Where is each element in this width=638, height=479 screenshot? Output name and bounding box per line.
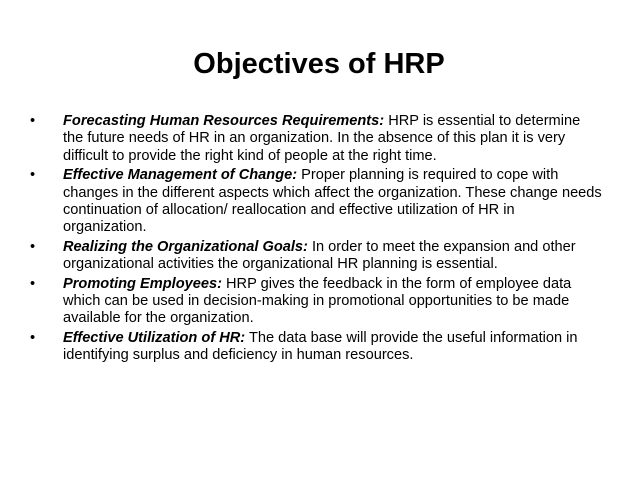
bullet-item-organizational-goals: [30, 239, 602, 274]
bullet-term: Effective Utilization of HR:: [63, 329, 246, 346]
bullet-term: Promoting Employees:: [63, 275, 222, 292]
bullet-glyph: •: [30, 329, 36, 346]
bullet-item-hr-utilization: [30, 330, 602, 365]
bullet-glyph: •: [30, 238, 36, 255]
objectives-list: [30, 113, 602, 367]
bullet-item-forecasting: [30, 113, 602, 165]
bullet-item-promoting-employees: [30, 276, 602, 328]
bullet-text: The data base will provide the useful information in identifying surplus and deficiency in human resources.: [63, 329, 578, 364]
bullet-item-change-management: [30, 167, 602, 237]
bullet-glyph: •: [30, 167, 36, 184]
bullet-term: Realizing the Organizational Goals:: [63, 238, 308, 255]
bullet-term: Effective Management of Change:: [63, 167, 298, 184]
bullet-text: In order to meet the expansion and other organizational activities the organizational HR planning is essential.: [63, 238, 576, 273]
bullet-glyph: •: [30, 113, 36, 129]
bullet-text: HRP gives the feedback in the form of employee data which can be used in decision-making in promotional opportunities to be made available for the organization.: [63, 275, 572, 327]
bullet-glyph: •: [30, 275, 36, 292]
slide-title: Objectives of HRP: [193, 48, 445, 80]
bullet-text: HRP is essential to determine the future needs of HR in an organization. In the absence of this plan it is very difficult to provide the right kind of people at the right time.: [63, 113, 581, 164]
bullet-text: Proper planning is required to cope with changes in the different aspects which affect the organization. These change needs continuation of allocation/ reallocation and effective utilization of HR in organization.: [63, 167, 602, 236]
bullet-term: Forecasting Human Resources Requirements:: [63, 113, 385, 129]
